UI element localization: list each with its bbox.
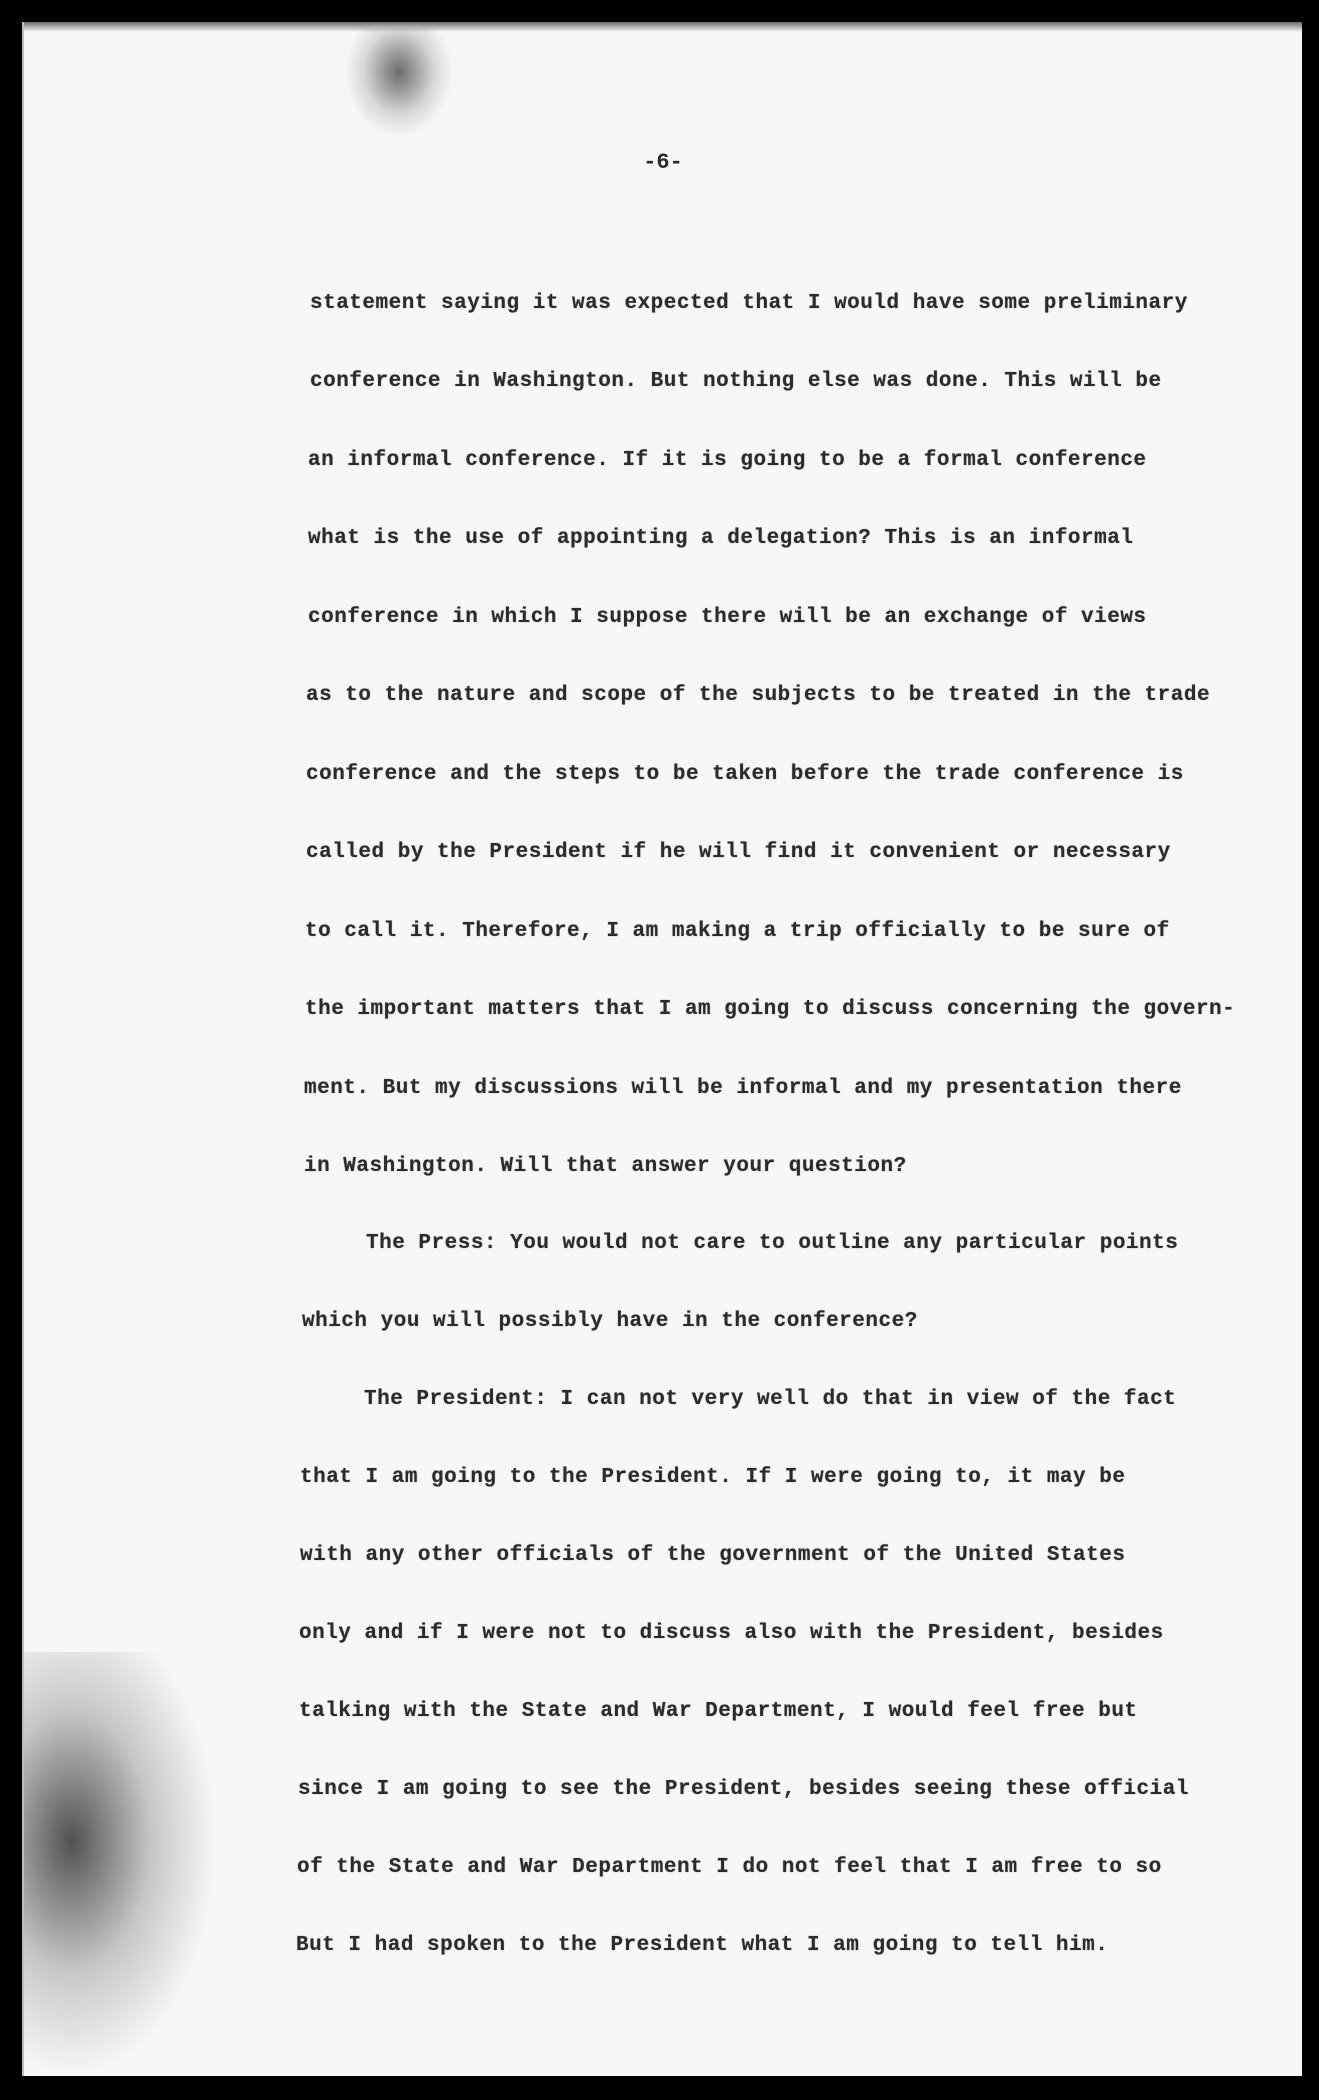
text-line: called by the President if he will find it convenient or necessary [306,841,1171,864]
text-line: which you will possibly have in the conference? [302,1310,918,1333]
text-line: with any other officials of the government of the United States [300,1544,1126,1567]
text-line: that I am going to the President. If I were going to, it may be [300,1466,1126,1489]
text-line: But I had spoken to the President what I am going to tell him. [296,1934,1109,1957]
text-line: what is the use of appointing a delegation? This is an informal [308,527,1134,550]
text-line: statement saying it was expected that I would have some preliminary [310,292,1188,315]
text-line: conference in which I suppose there will be an exchange of views [308,606,1147,629]
text-line: ment. But my discussions will be informal and my presentation there [304,1077,1182,1100]
document-page [22,22,1302,2076]
text-line: conference and the steps to be taken before the trade conference is [306,763,1184,786]
text-line: conference in Washington. But nothing else was done. This will be [310,370,1162,393]
text-line: since I am going to see the President, besides seeing these official [298,1778,1189,1801]
text-line: of the State and War Department I do not feel that I am free to so [297,1856,1162,1879]
page-number: -6- [643,150,683,175]
text-line: The President: I can not very well do that in view of the fact [364,1388,1177,1411]
text-line: only and if I were not to discuss also with the President, besides [299,1622,1164,1645]
text-line: the important matters that I am going to discuss concerning the govern- [305,998,1236,1021]
text-line: talking with the State and War Department, I would feel free but [299,1700,1138,1723]
text-line: an informal conference. If it is going to be a formal conference [308,449,1147,472]
ink-smudge-top [344,28,454,138]
text-line: to call it. Therefore, I am making a trip officially to be sure of [305,920,1170,943]
text-line: in Washington. Will that answer your question? [304,1155,907,1178]
text-line: The Press: You would not care to outline any particular points [366,1232,1179,1255]
ink-smudge-left [24,1652,214,2072]
text-line: as to the nature and scope of the subjects to be treated in the trade [306,684,1211,707]
page-top-edge [24,22,1302,32]
